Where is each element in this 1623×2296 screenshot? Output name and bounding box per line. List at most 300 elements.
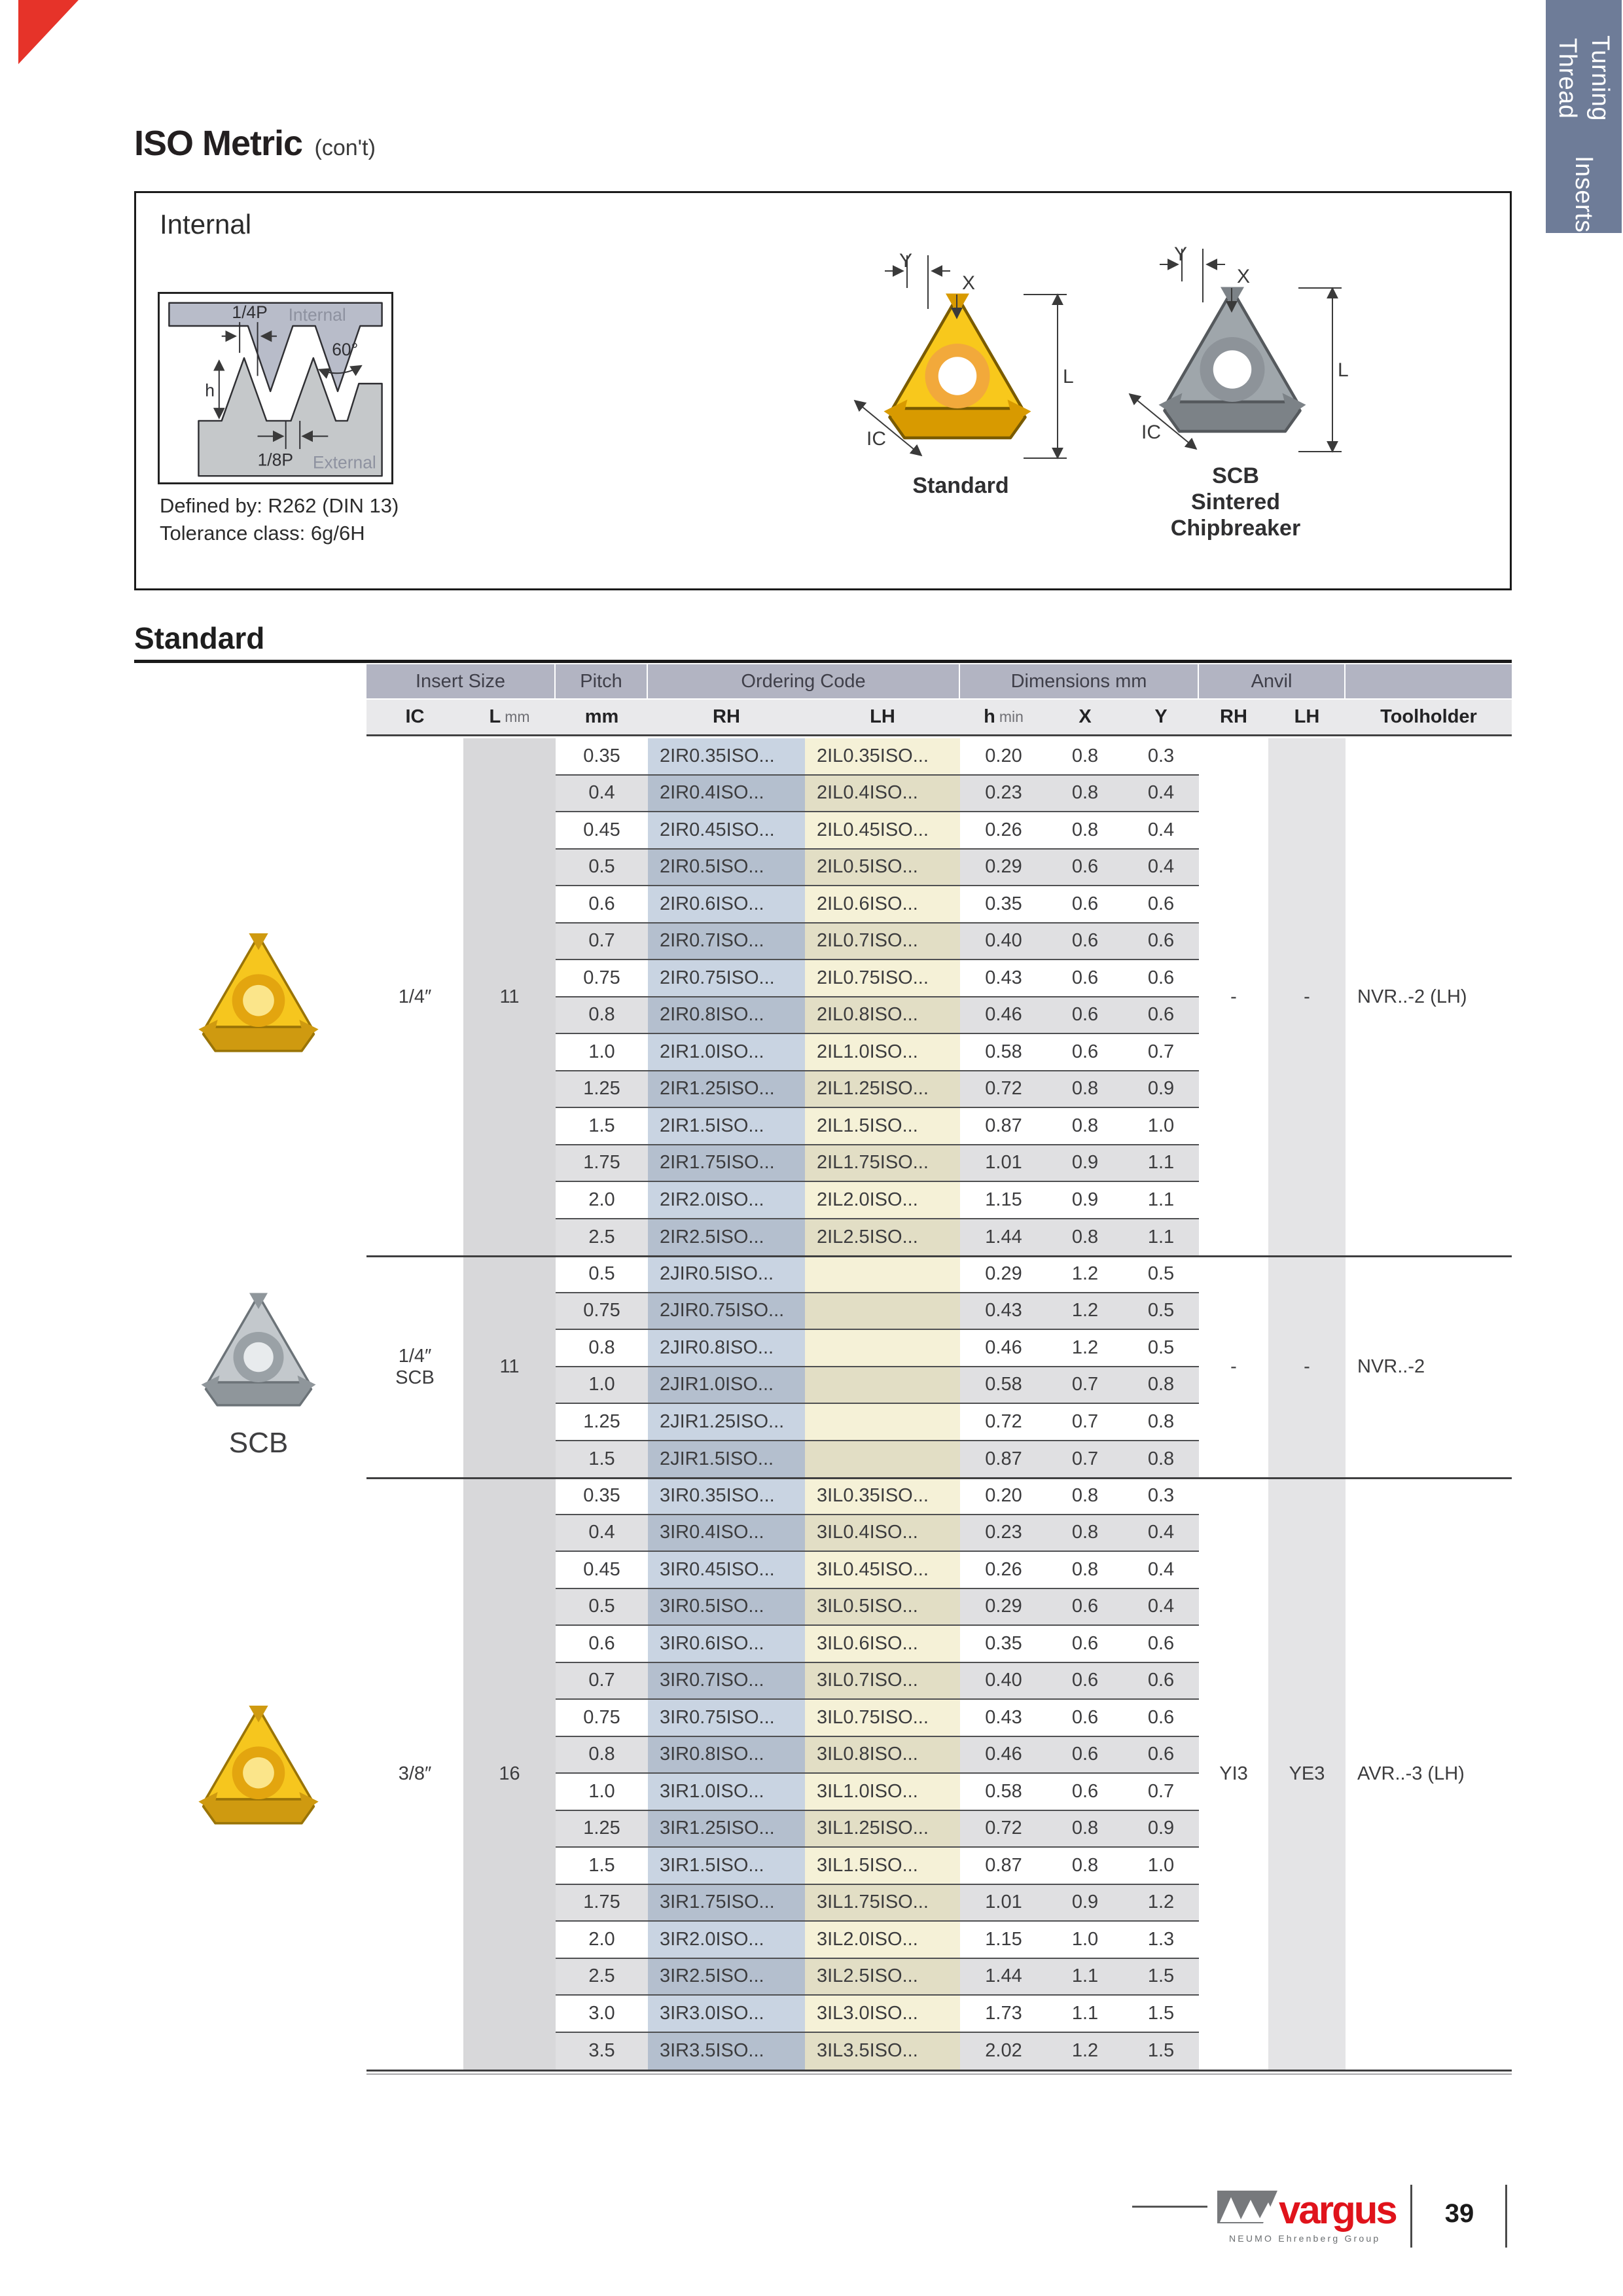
svg-text:Y: Y <box>899 250 913 272</box>
table-row <box>556 1256 1199 1293</box>
h-min-cell: 0.43 <box>985 1300 1022 1321</box>
dim-eighth-p: 1/8P <box>257 450 293 470</box>
page-number: 39 <box>1444 2199 1474 2228</box>
pitch-cell: 1.25 <box>583 1818 620 1839</box>
table-row <box>556 1996 1199 2033</box>
y-cell: 1.0 <box>1147 1115 1175 1136</box>
h-min-cell: 0.58 <box>985 1780 1022 1802</box>
y-cell: 0.8 <box>1147 1374 1175 1395</box>
ordering-code-rh-cell: 2JIR0.5ISO... <box>648 1256 805 1292</box>
group-separator <box>366 1255 1512 1257</box>
y-cell: 1.1 <box>1147 1152 1175 1174</box>
ordering-code-lh-cell: 2IL1.25ISO... <box>805 1071 960 1107</box>
y-cell: 0.3 <box>1147 745 1175 766</box>
pitch-cell: 0.75 <box>583 1706 620 1728</box>
table-row <box>556 1034 1199 1071</box>
y-cell: 0.6 <box>1147 1744 1175 1765</box>
pitch-cell: 1.0 <box>588 1780 615 1802</box>
anvil-rh-cell: YI3 <box>1219 1763 1248 1784</box>
h-min-cell: 0.29 <box>985 856 1022 878</box>
x-cell: 1.2 <box>1071 1263 1099 1284</box>
column-header-lh <box>805 700 960 734</box>
pitch-cell: 0.4 <box>588 1522 615 1543</box>
ic-sub-label: SCB <box>395 1367 435 1388</box>
ordering-code-rh-cell: 3IR1.5ISO... <box>648 1848 805 1884</box>
pitch-cell: 0.35 <box>583 1484 620 1506</box>
header-group-anvil: Anvil <box>1199 664 1346 698</box>
y-cell: 0.6 <box>1147 967 1175 988</box>
ic-size-label: 1/4″ <box>398 986 432 1007</box>
pitch-cell: 0.75 <box>583 967 620 988</box>
ordering-code-lh-cell: 3IL0.8ISO... <box>805 1737 960 1773</box>
column-header-toolholder <box>1346 700 1512 734</box>
ordering-code-lh-cell: 3IL0.7ISO... <box>805 1663 960 1699</box>
anvil-lh-cell: - <box>1268 1256 1346 1478</box>
svg-text:X: X <box>1237 266 1251 287</box>
table-row <box>556 997 1199 1035</box>
ordering-code-lh-cell: 3IL1.0ISO... <box>805 1774 960 1810</box>
y-cell: 0.6 <box>1147 1004 1175 1026</box>
ordering-code-lh-cell: 2IL1.0ISO... <box>805 1034 960 1070</box>
ordering-code-lh-cell: 3IL3.5ISO... <box>805 2033 960 2070</box>
toolholder-cell: NVR..-2 (LH) <box>1357 986 1467 1007</box>
ordering-code-lh-cell: 2IL0.35ISO... <box>805 738 960 774</box>
l-mm-cell: 11 <box>463 1256 556 1478</box>
ordering-code-rh-cell: 3IR2.0ISO... <box>648 1922 805 1958</box>
label-internal: Internal <box>288 305 346 325</box>
ordering-code-rh-cell: 2IR0.6ISO... <box>648 886 805 922</box>
thread-profile-diagram <box>158 292 393 484</box>
ordering-code-lh-cell: 3IL0.35ISO... <box>805 1478 960 1514</box>
table-row <box>556 1959 1199 1996</box>
ordering-code-lh-cell: 2IL1.5ISO... <box>805 1108 960 1144</box>
column-header-label: RH <box>713 706 740 727</box>
insert-photo-scb <box>183 1286 334 1424</box>
svg-text:Y: Y <box>1174 243 1188 265</box>
pitch-cell: 3.0 <box>588 2002 615 2024</box>
anvil-rh-cell: - <box>1230 986 1237 1007</box>
h-min-cell: 0.46 <box>985 1336 1022 1358</box>
ordering-code-lh-cell <box>805 1404 960 1440</box>
ordering-code-rh-cell: 2IR1.75ISO... <box>648 1145 805 1181</box>
table-row <box>556 1071 1199 1109</box>
ordering-code-rh-cell: 2IR2.0ISO... <box>648 1182 805 1218</box>
h-min-cell: 2.02 <box>985 2040 1022 2062</box>
ordering-code-rh-cell: 2IR1.25ISO... <box>648 1071 805 1107</box>
scb-photo-caption: SCB <box>228 1427 289 1459</box>
h-min-cell: 0.58 <box>985 1374 1022 1395</box>
pitch-cell: 0.35 <box>583 745 620 766</box>
ordering-code-rh-cell: 3IR1.75ISO... <box>648 1885 805 1921</box>
pitch-cell: 1.5 <box>588 1115 615 1136</box>
pitch-cell: 0.6 <box>588 1632 615 1654</box>
y-cell: 1.5 <box>1147 2040 1175 2062</box>
ordering-code-rh-cell: 3IR2.5ISO... <box>648 1959 805 1995</box>
header-group-dimensions-mm: Dimensions mm <box>960 664 1199 698</box>
table-row <box>556 1441 1199 1479</box>
column-header-label: LH <box>870 706 895 727</box>
ordering-code-rh-cell: 2IR0.75ISO... <box>648 960 805 996</box>
pitch-cell: 1.25 <box>583 1410 620 1432</box>
x-cell: 0.6 <box>1071 1596 1099 1617</box>
h-min-cell: 1.01 <box>985 1152 1022 1174</box>
ordering-code-lh-cell: 2IL0.45ISO... <box>805 812 960 848</box>
ordering-code-lh-cell: 3IL1.5ISO... <box>805 1848 960 1884</box>
column-header-h <box>960 700 1047 734</box>
column-header-label: IC <box>405 706 425 727</box>
table-row <box>556 1737 1199 1774</box>
x-cell: 0.6 <box>1071 856 1099 878</box>
dim-angle: 60° <box>332 340 359 360</box>
column-header-sub: mm <box>505 708 530 725</box>
x-cell: 0.8 <box>1071 1522 1099 1543</box>
pitch-cell: 2.5 <box>588 1965 615 1987</box>
table-header <box>366 664 1512 736</box>
y-cell: 1.3 <box>1147 1928 1175 1950</box>
x-cell: 0.8 <box>1071 819 1099 840</box>
ordering-code-rh-cell: 3IR0.8ISO... <box>648 1737 805 1773</box>
h-min-cell: 0.72 <box>985 1410 1022 1432</box>
ordering-code-rh-cell: 2IR0.7ISO... <box>648 924 805 960</box>
section-title: Standard <box>134 621 265 655</box>
y-cell: 0.4 <box>1147 782 1175 804</box>
dim-quarter-p: 1/4P <box>232 302 268 323</box>
x-cell: 0.8 <box>1071 1227 1099 1248</box>
table-row <box>556 1885 1199 1922</box>
table-row <box>556 1293 1199 1331</box>
ordering-code-lh-cell: 2IL0.5ISO... <box>805 850 960 886</box>
ordering-code-rh-cell: 3IR0.7ISO... <box>648 1663 805 1699</box>
table-row <box>556 1700 1199 1737</box>
tolerance-text: Tolerance class: 6g/6H <box>160 522 365 545</box>
column-header-y <box>1123 700 1199 734</box>
h-min-cell: 0.46 <box>985 1744 1022 1765</box>
y-cell: 0.6 <box>1147 930 1175 952</box>
table-group-2 <box>366 1256 1512 1478</box>
h-min-cell: 1.73 <box>985 2002 1022 2024</box>
ordering-code-lh-cell: 3IL0.5ISO... <box>805 1589 960 1625</box>
y-cell: 0.4 <box>1147 1596 1175 1617</box>
h-min-cell: 0.87 <box>985 1115 1022 1136</box>
pitch-cell: 1.25 <box>583 1078 620 1100</box>
footer-divider-1 <box>1410 2185 1412 2248</box>
y-cell: 1.0 <box>1147 1854 1175 1876</box>
table-bottom-rule-light <box>366 2073 1512 2075</box>
ordering-code-lh-cell: 3IL0.45ISO... <box>805 1552 960 1588</box>
h-min-cell: 0.29 <box>985 1263 1022 1284</box>
sidebar-tab-line-1: Thread Turning <box>1554 35 1614 121</box>
y-cell: 0.6 <box>1147 1670 1175 1691</box>
ordering-code-rh-cell: 2JIR1.5ISO... <box>648 1441 805 1479</box>
scb-insert-diagram <box>1098 242 1373 458</box>
pitch-cell: 2.0 <box>588 1189 615 1210</box>
h-min-cell: 1.15 <box>985 1189 1022 1210</box>
table-header-groups <box>366 664 1512 700</box>
y-cell: 0.3 <box>1147 1484 1175 1506</box>
h-min-cell: 0.87 <box>985 1448 1022 1470</box>
x-cell: 0.8 <box>1071 782 1099 804</box>
y-cell: 1.5 <box>1147 1965 1175 1987</box>
table-group-1 <box>366 738 1512 1256</box>
pitch-cell: 2.5 <box>588 1227 615 1248</box>
x-cell: 0.8 <box>1071 745 1099 766</box>
sidebar-tab-thread-turning-inserts <box>1546 0 1622 233</box>
l-mm-cell: 16 <box>463 1478 556 2070</box>
x-cell: 0.8 <box>1071 1484 1099 1506</box>
toolholder-cell: NVR..-2 <box>1357 1356 1425 1377</box>
ordering-code-rh-cell: 2JIR0.8ISO... <box>648 1330 805 1366</box>
y-cell: 0.7 <box>1147 1780 1175 1802</box>
pitch-cell: 1.0 <box>588 1374 615 1395</box>
pitch-cell: 0.45 <box>583 1558 620 1580</box>
h-min-cell: 0.87 <box>985 1854 1022 1876</box>
ordering-code-rh-cell: 3IR0.4ISO... <box>648 1515 805 1551</box>
ordering-code-rh-cell: 3IR3.0ISO... <box>648 1996 805 2032</box>
pitch-cell: 3.5 <box>588 2040 615 2062</box>
svg-text:IC: IC <box>866 428 886 450</box>
ordering-code-rh-cell: 2IR1.5ISO... <box>648 1108 805 1144</box>
table-row <box>556 1552 1199 1589</box>
y-cell: 0.6 <box>1147 893 1175 914</box>
ordering-code-lh-cell: 3IL1.25ISO... <box>805 1811 960 1847</box>
table-row <box>556 1774 1199 1811</box>
h-min-cell: 1.44 <box>985 1965 1022 1987</box>
ordering-code-lh-cell: 2IL0.75ISO... <box>805 960 960 996</box>
ordering-code-lh-cell <box>805 1330 960 1366</box>
ordering-code-lh-cell: 3IL1.75ISO... <box>805 1885 960 1921</box>
page-title-suffix: (con't) <box>314 135 376 160</box>
y-cell: 0.4 <box>1147 1558 1175 1580</box>
ordering-code-lh-cell: 2IL1.75ISO... <box>805 1145 960 1181</box>
x-cell: 0.8 <box>1071 1115 1099 1136</box>
table-row <box>556 924 1199 961</box>
ordering-code-lh-cell: 2IL2.0ISO... <box>805 1182 960 1218</box>
ordering-code-lh-cell: 2IL0.8ISO... <box>805 997 960 1033</box>
y-cell: 0.8 <box>1147 1448 1175 1470</box>
x-cell: 0.8 <box>1071 1818 1099 1839</box>
table-row <box>556 1811 1199 1848</box>
pitch-cell: 0.7 <box>588 1670 615 1691</box>
y-cell: 1.1 <box>1147 1189 1175 1210</box>
y-cell: 0.9 <box>1147 1078 1175 1100</box>
standard-caption: Standard <box>912 473 1009 498</box>
ordering-code-rh-cell: 2IR0.45ISO... <box>648 812 805 848</box>
y-cell: 0.7 <box>1147 1041 1175 1062</box>
h-min-cell: 0.29 <box>985 1596 1022 1617</box>
column-header-label: LH <box>1294 706 1320 727</box>
header-group-ordering-code: Ordering Code <box>648 664 960 698</box>
table-row <box>556 1182 1199 1219</box>
pitch-cell: 0.5 <box>588 1596 615 1617</box>
table-row <box>556 1219 1199 1257</box>
footer-divider-2 <box>1505 2185 1507 2248</box>
h-min-cell: 0.23 <box>985 782 1022 804</box>
insert-photo-standard-threeeighths <box>180 1698 337 1842</box>
header-group-insert-size: Insert Size <box>366 664 556 698</box>
y-cell: 0.9 <box>1147 1818 1175 1839</box>
pitch-cell: 2.0 <box>588 1928 615 1950</box>
page-title-block <box>134 123 376 164</box>
toolholder-cell: AVR..-3 (LH) <box>1357 1763 1465 1784</box>
ordering-code-lh-cell: 3IL0.4ISO... <box>805 1515 960 1551</box>
table-row <box>556 1515 1199 1552</box>
label-external: External <box>312 452 376 473</box>
h-min-cell: 0.35 <box>985 1632 1022 1654</box>
x-cell: 0.6 <box>1071 1744 1099 1765</box>
ordering-code-rh-cell: 3IR0.6ISO... <box>648 1626 805 1662</box>
table-row <box>556 960 1199 997</box>
section-rule <box>134 660 1512 663</box>
pitch-cell: 0.8 <box>588 1744 615 1765</box>
table-row <box>556 1145 1199 1183</box>
table-row <box>556 2033 1199 2070</box>
h-min-cell: 1.15 <box>985 1928 1022 1950</box>
table-row <box>556 776 1199 813</box>
ordering-code-lh-cell <box>805 1256 960 1292</box>
h-min-cell: 0.26 <box>985 819 1022 840</box>
insert-photo-standard-quarter <box>180 926 337 1070</box>
pitch-cell: 0.8 <box>588 1004 615 1026</box>
h-min-cell: 0.23 <box>985 1522 1022 1543</box>
column-header-label: Y <box>1154 706 1168 727</box>
x-cell: 0.6 <box>1071 1632 1099 1654</box>
ordering-code-lh-cell: 2IL2.5ISO... <box>805 1219 960 1257</box>
ordering-code-rh-cell: 3IR1.25ISO... <box>648 1811 805 1847</box>
table-group-3 <box>366 1478 1512 2070</box>
ordering-code-rh-cell: 3IR0.35ISO... <box>648 1478 805 1514</box>
internal-section-box <box>134 191 1512 590</box>
pitch-cell: 1.0 <box>588 1041 615 1062</box>
ic-cell <box>366 1256 463 1478</box>
ordering-code-rh-cell: 2JIR1.0ISO... <box>648 1367 805 1403</box>
x-cell: 0.7 <box>1071 1374 1099 1395</box>
pitch-cell: 0.6 <box>588 893 615 914</box>
internal-heading: Internal <box>160 209 252 240</box>
column-header-label: mm <box>584 706 619 727</box>
ordering-code-lh-cell: 3IL3.0ISO... <box>805 1996 960 2032</box>
header-group-blank <box>1346 664 1512 698</box>
ordering-code-lh-cell <box>805 1293 960 1329</box>
x-cell: 0.6 <box>1071 1004 1099 1026</box>
x-cell: 0.6 <box>1071 930 1099 952</box>
svg-text:L: L <box>1063 366 1074 387</box>
h-min-cell: 0.20 <box>985 1484 1022 1506</box>
h-min-cell: 1.44 <box>985 1227 1022 1248</box>
table-row <box>556 1330 1199 1367</box>
x-cell: 0.8 <box>1071 1078 1099 1100</box>
pitch-cell: 0.75 <box>583 1300 620 1321</box>
ordering-code-lh-cell: 2IL0.4ISO... <box>805 776 960 812</box>
table-row <box>556 1478 1199 1515</box>
h-min-cell: 0.72 <box>985 1078 1022 1100</box>
x-cell: 0.8 <box>1071 1558 1099 1580</box>
anvil-lh-cell: YE3 <box>1268 1478 1346 2070</box>
h-min-cell: 0.40 <box>985 1670 1022 1691</box>
pitch-cell: 0.5 <box>588 856 615 878</box>
svg-text:X: X <box>962 272 976 294</box>
pitch-cell: 0.8 <box>588 1336 615 1358</box>
ordering-code-rh-cell: 3IR0.75ISO... <box>648 1700 805 1736</box>
defined-by-text: Defined by: R262 (DIN 13) <box>160 494 399 517</box>
x-cell: 1.2 <box>1071 2040 1099 2062</box>
brand-subtitle: NEUMO Ehrenberg Group <box>1229 2233 1381 2244</box>
pitch-cell: 1.75 <box>583 1892 620 1913</box>
column-header-rh <box>1199 700 1268 734</box>
pitch-cell: 1.5 <box>588 1854 615 1876</box>
sidebar-tab-line-2: Inserts <box>1570 156 1597 233</box>
ordering-code-lh-cell: 3IL2.0ISO... <box>805 1922 960 1958</box>
table-row <box>556 850 1199 887</box>
ordering-code-rh-cell: 2IR0.5ISO... <box>648 850 805 886</box>
ic-size-label: 3/8″ <box>398 1763 432 1784</box>
x-cell: 0.7 <box>1071 1410 1099 1432</box>
table-bottom-rule <box>366 2070 1512 2072</box>
y-cell: 0.5 <box>1147 1300 1175 1321</box>
x-cell: 1.1 <box>1071 1965 1099 1987</box>
anvil-lh-cell: - <box>1268 738 1346 1256</box>
ordering-code-rh-cell: 2IR0.4ISO... <box>648 776 805 812</box>
y-cell: 1.1 <box>1147 1227 1175 1248</box>
table-row <box>556 1663 1199 1700</box>
pitch-cell: 1.75 <box>583 1152 620 1174</box>
svg-text:L: L <box>1338 359 1349 381</box>
table-row <box>556 1848 1199 1885</box>
x-cell: 0.6 <box>1071 893 1099 914</box>
ordering-code-rh-cell: 2IR0.35ISO... <box>648 738 805 774</box>
y-cell: 0.4 <box>1147 819 1175 840</box>
y-cell: 0.4 <box>1147 856 1175 878</box>
x-cell: 0.9 <box>1071 1189 1099 1210</box>
column-header-label: RH <box>1220 706 1247 727</box>
ordering-code-lh-cell: 3IL0.6ISO... <box>805 1626 960 1662</box>
column-header-label: L <box>489 706 501 727</box>
x-cell: 1.2 <box>1071 1336 1099 1358</box>
table-row <box>556 1589 1199 1626</box>
y-cell: 1.2 <box>1147 1892 1175 1913</box>
scb-caption: SCB Sintered Chipbreaker <box>1170 463 1301 541</box>
table-header-columns <box>366 700 1512 736</box>
ordering-code-lh-cell <box>805 1367 960 1403</box>
y-cell: 0.6 <box>1147 1706 1175 1728</box>
column-header-lh <box>1268 700 1346 734</box>
y-cell: 0.8 <box>1147 1410 1175 1432</box>
ordering-code-lh-cell <box>805 1441 960 1479</box>
table-row <box>556 738 1199 776</box>
table-row <box>556 1108 1199 1145</box>
footer-rule <box>1132 2206 1207 2208</box>
x-cell: 1.1 <box>1071 2002 1099 2024</box>
x-cell: 0.6 <box>1071 967 1099 988</box>
column-header-x <box>1047 700 1123 734</box>
h-min-cell: 0.43 <box>985 1706 1022 1728</box>
x-cell: 0.6 <box>1071 1041 1099 1062</box>
l-mm-cell: 11 <box>463 738 556 1256</box>
y-cell: 0.4 <box>1147 1522 1175 1543</box>
pitch-cell: 0.5 <box>588 1263 615 1284</box>
ordering-code-rh-cell: 3IR3.5ISO... <box>648 2033 805 2070</box>
table-row <box>556 812 1199 850</box>
column-header-rh <box>648 700 805 734</box>
ordering-code-rh-cell: 3IR0.45ISO... <box>648 1552 805 1588</box>
ic-cell <box>366 1478 463 2070</box>
h-min-cell: 0.58 <box>985 1041 1022 1062</box>
pitch-cell: 0.45 <box>583 819 620 840</box>
x-cell: 0.6 <box>1071 1780 1099 1802</box>
ordering-code-rh-cell: 2IR0.8ISO... <box>648 997 805 1033</box>
column-header-label: X <box>1079 706 1092 727</box>
brand-name: vargus <box>1279 2188 1396 2232</box>
h-min-cell: 0.26 <box>985 1558 1022 1580</box>
